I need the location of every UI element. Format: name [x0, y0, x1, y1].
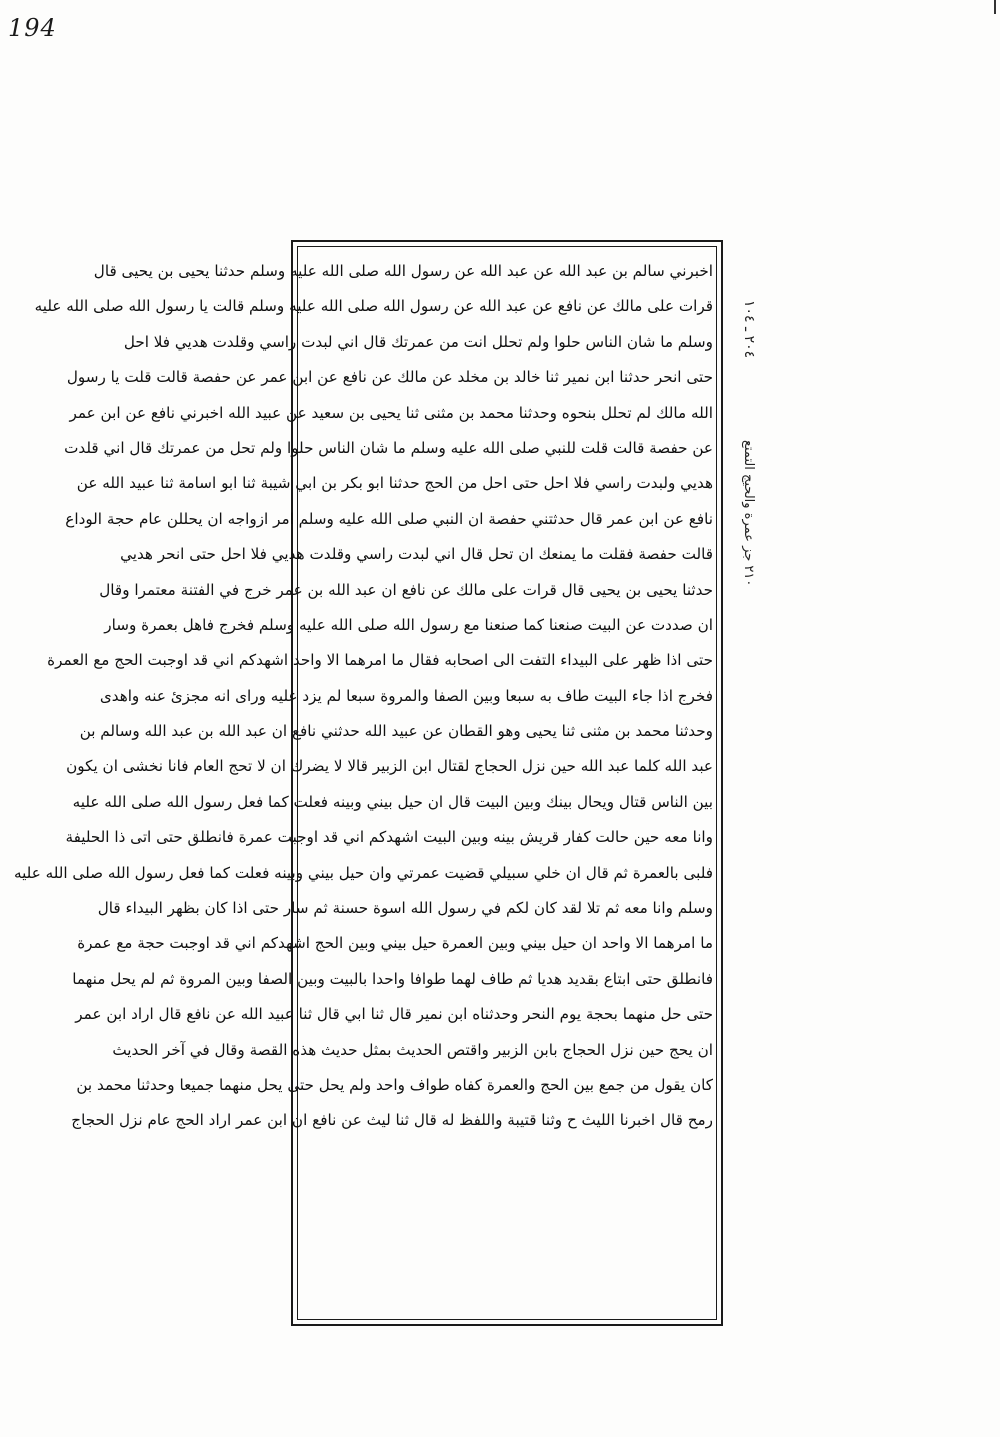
text-line: حتى انحر حدثنا ابن نمير ثنا خالد بن مخلد عن مالك عن نافع عن ابن عمر عن حفصة قالت قلت يا رسول: [66, 368, 713, 387]
text-line: وانا معه حين حالت كفار قريش بينه وبين البيت اشهدكم اني قد اوجبت عمرة فانطلق حتى اتى ذا الحليفة: [65, 828, 713, 847]
margin-note-hadith-number: ٢٠٤ ـ ١٠٤: [741, 300, 757, 359]
text-line: ان صددت عن البيت صنعنا كما صنعنا مع رسول الله صلى الله عليه وسلم فخرج فاهل بعمرة وسار: [104, 615, 713, 634]
margin-note-chapter-title: ٢١٠ جز عمرة والحيج التمتع: [741, 440, 756, 587]
text-line: رمح قال اخبرنا الليث ح وثنا قتيبة واللفظ له قال ثنا ليث عن نافع ان ابن عمر اراد الحج عام نزل الحجاج: [71, 1111, 713, 1130]
text-line: اخبرني سالم بن عبد الله عن عبد الله عن رسول الله صلى الله عليه وسلم حدثنا يحيى بن يحيى قال: [93, 262, 713, 280]
text-line: قالت حفصة فقلت ما يمنعك ان تحل قال اني لبدت راسي وقلدت هديي فلا احل حتى انحر هديي: [120, 545, 713, 564]
text-line: عن حفصة قالت قلت للنبي صلى الله عليه وسلم ما شان الناس حلوا ولم تحل من عمرتك قال اني قلدت: [64, 438, 713, 457]
text-line: فلبى بالعمرة ثم قال ان خلي سبيلي قضيت عمرتي وان حيل بيني وبينه فعلت كما فعل رسول الله صلى الله عليه: [13, 863, 713, 882]
text-line: الله مالك لم تحلل بنحوه وحدثنا محمد بن مثنى ثنا يحيى بن سعيد عن عبيد الله اخبرني نافع عن ابن عمر: [69, 403, 713, 422]
text-line: حدثنا يحيى بن يحيى قال قرات على مالك عن نافع ان عبد الله بن عمر خرج في الفتنة معتمرا وقال: [99, 580, 713, 599]
page-number: 194: [8, 14, 57, 42]
text-line: فخرج اذا جاء البيت طاف به سبعا وبين الصفا والمروة سبعا لم يزد عليه وراى انه مجزئ عنه واهدى: [99, 686, 713, 705]
text-line: حتى حل منهما بحجة يوم النحر وحدثناه ابن نمير قال ثنا ابي قال ثنا عبيد الله عن نافع قال اراد ابن عمر: [75, 1005, 713, 1024]
text-line: وسلم ما شان الناس حلوا ولم تحلل انت من عمرتك قال اني لبدت راسي وقلدت هديي فلا احل: [123, 332, 713, 351]
manuscript-text-block: [13, 254, 713, 1314]
text-line: قرات على مالك عن نافع عن عبد الله عن رسول الله صلى الله عليه وسلم قالت يا رسول الله صلى الله عليه: [34, 297, 713, 316]
text-line: عبد الله كلما عبد الله حين نزل الحجاج لقتال ابن الزبير قالا لا يضرك ان لا تحج العام فانا نخشى ان يكون: [66, 757, 713, 776]
text-line: فانطلق حتى ابتاع بقديد هديا ثم طاف لهما طوافا واحدا بالبيت وبين الصفا وبين المروة ثم لم يحل منهما: [72, 969, 713, 988]
text-frame-outer-border: [13, 240, 723, 1326]
text-line: وحدثنا محمد بن مثنى ثنا يحيى وهو القطان عن عبيد الله حدثني نافع ان عبد الله بن عبد الله وسالم بن: [79, 722, 713, 741]
edge-mark: [994, 0, 996, 14]
text-line: نافع عن ابن عمر قال حدثتني حفصة ان النبي صلى الله عليه وسلم امر ازواجه ان يحللن عام حجة الوداع: [65, 509, 713, 528]
text-line: حتى اذا ظهر على البيداء التفت الى اصحابه فقال ما امرهما الا واحد اشهدكم اني قد اوجبت الحج مع العمرة: [47, 651, 713, 670]
text-line: هديي ولبدت راسي فلا احل حتى احل من الحج حدثنا ابو بكر بن ابي شيبة ثنا ابو اسامة ثنا عبيد الله عن: [76, 474, 713, 493]
text-line: ان يحج حين نزل الحجاج بابن الزبير واقتص الحديث بمثل حديث هذه القصة وقال في آخر الحديث: [112, 1040, 713, 1059]
text-line: وسلم وانا معه ثم تلا لقد كان لكم في رسول الله اسوة حسنة ثم سار حتى اذا كان بظهر البيداء قال: [97, 899, 713, 918]
text-line: كان يقول من جمع بين الحج والعمرة كفاه طواف واحد ولم يحل حتى يحل منهما جميعا وحدثنا محمد بن: [76, 1075, 713, 1094]
text-line: بين الناس قتال ويحال بينك وبين البيت قال ان حيل بيني وبينه فعلت كما فعل رسول الله صلى الله عليه: [72, 792, 713, 811]
text-line: ما امرهما الا واحد ان حيل بيني وبين العمرة حيل بيني وبين الحج اشهدكم اني قد اوجبت حجة مع عمرة: [77, 934, 713, 953]
